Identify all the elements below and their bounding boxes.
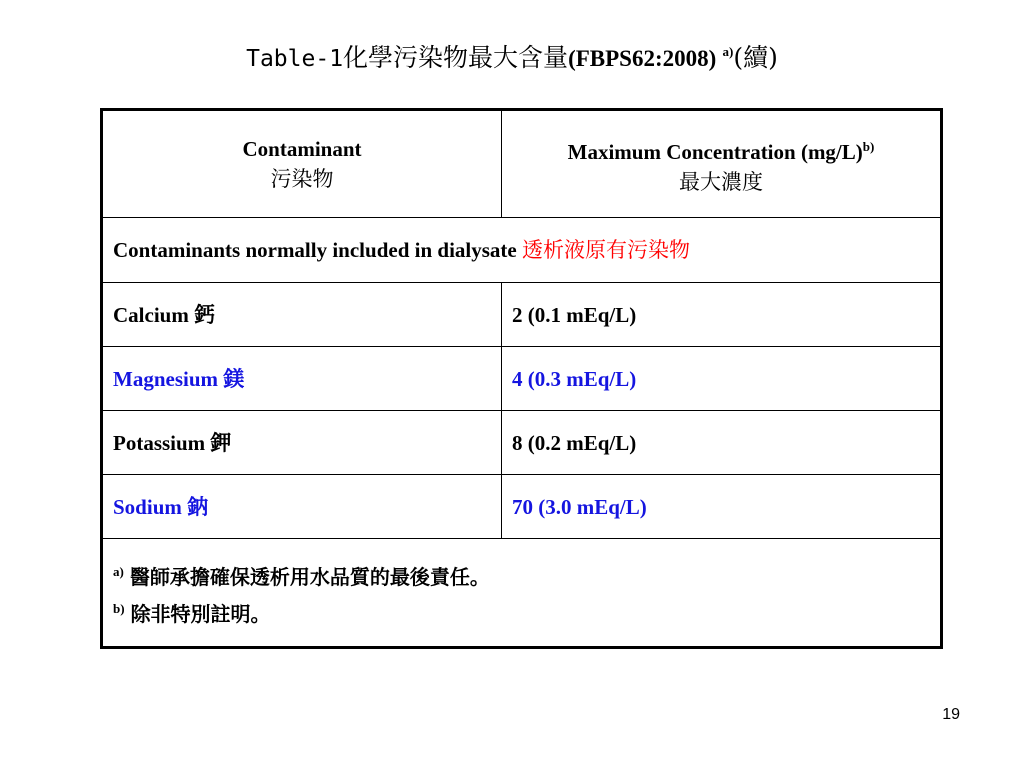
contaminant-value: 8 (0.2 mEq/L) <box>502 411 942 475</box>
footnotes-cell <box>102 539 942 648</box>
header-max-concentration <box>502 110 942 218</box>
table-row <box>102 347 942 411</box>
title-standard: (FBPS62:2008) <box>568 46 717 71</box>
table-row <box>102 283 942 347</box>
footnote-a-mark: a) <box>113 563 124 579</box>
contaminant-name: Potassium 鉀 <box>102 411 502 475</box>
footnotes-row <box>102 539 942 648</box>
section-row <box>102 218 942 283</box>
contaminant-name: Magnesium 鎂 <box>102 347 502 411</box>
header-superscript: b) <box>862 138 875 154</box>
header-contaminant-zh: 污染物 <box>270 167 334 191</box>
title-superscript: a) <box>722 44 734 59</box>
footnote-b <box>113 593 930 630</box>
footnote-a <box>113 556 930 593</box>
table-row <box>102 411 942 475</box>
title-suffix: (續) <box>733 43 778 72</box>
contaminant-value: 70 (3.0 mEq/L) <box>502 475 942 539</box>
header-contaminant-en: Contaminant <box>242 137 362 161</box>
page-number: 19 <box>942 706 960 723</box>
contaminant-table <box>100 108 943 649</box>
footnote-a-text: 醫師承擔確保透析用水品質的最後責任。 <box>129 564 490 589</box>
header-max-concentration-zh: 最大濃度 <box>679 169 763 194</box>
section-label-en: Contaminants normally included in dialysate <box>113 238 517 262</box>
contaminant-name: Sodium 鈉 <box>102 475 502 539</box>
table-row <box>102 475 942 539</box>
contaminant-value: 4 (0.3 mEq/L) <box>502 347 942 411</box>
contaminant-name: Calcium 鈣 <box>102 283 502 347</box>
footnote-b-text: 除非特別註明。 <box>130 601 271 626</box>
contaminant-value: 2 (0.1 mEq/L) <box>502 283 942 347</box>
table-header-row <box>102 110 942 218</box>
slide-title <box>0 34 1024 77</box>
header-contaminant <box>102 110 502 218</box>
title-chinese: 化學污染物最大含量 <box>343 43 569 72</box>
title-prefix: Table-1 <box>246 46 344 72</box>
header-max-concentration-en: Maximum Concentration (mg/L) <box>567 139 863 164</box>
section-label-zh: 透析液原有污染物 <box>521 238 690 262</box>
section-cell <box>102 218 942 283</box>
footnote-b-mark: b) <box>113 600 125 616</box>
